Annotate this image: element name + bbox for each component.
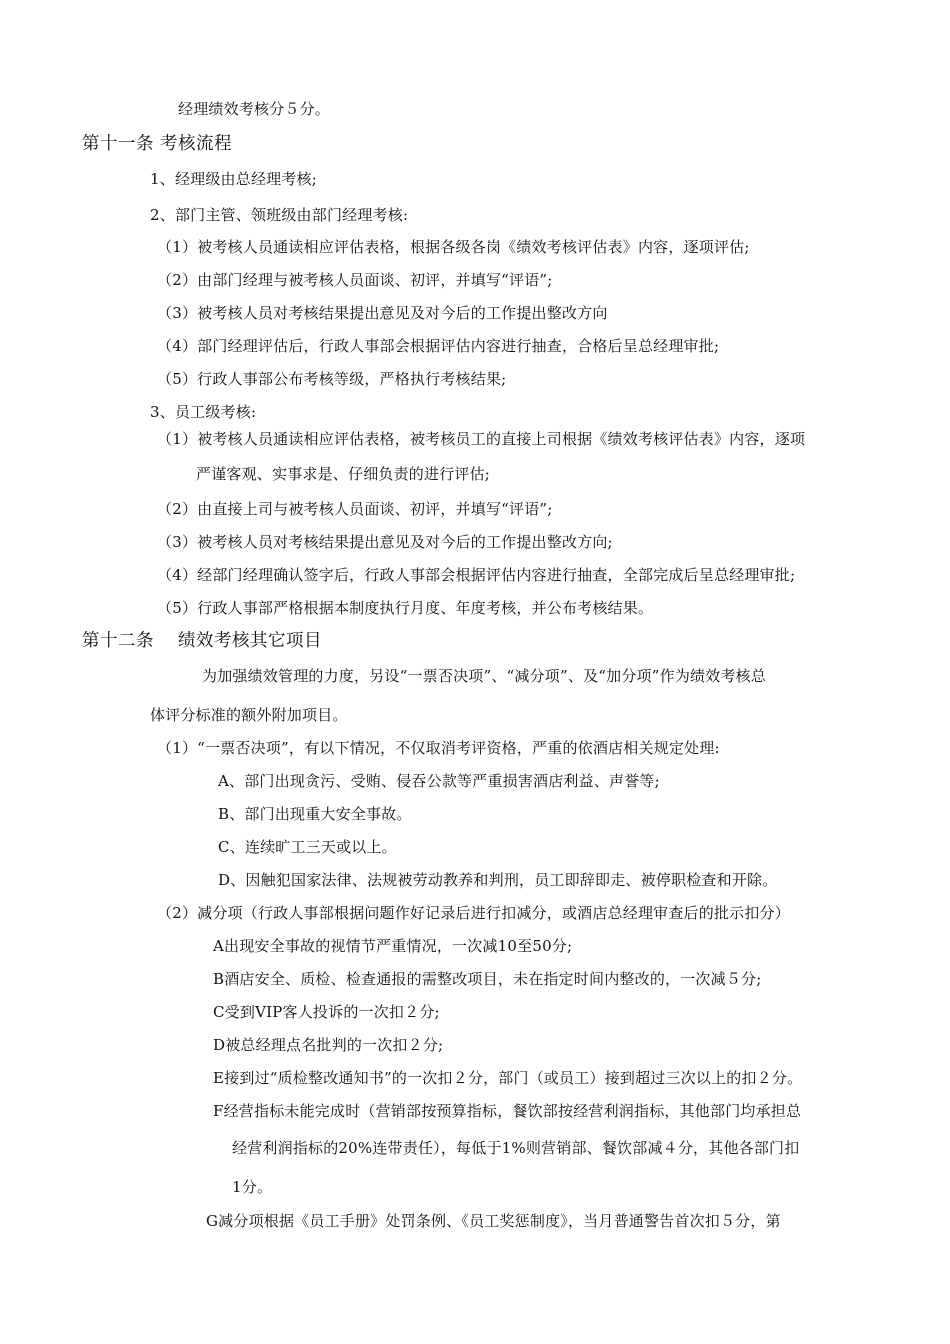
- text-line: 1分。: [232, 1178, 273, 1196]
- text-line: 为加强绩效管理的力度，另设“一票否决项”、“减分项”、及“加分项”作为绩效考核总: [202, 667, 767, 685]
- text-line: D被总经理点名批判的一次扣２分;: [213, 1036, 444, 1054]
- text-line: E接到过“质检整改通知书”的一次扣２分，部门（或员工）接到超过三次以上的扣２分。: [213, 1069, 803, 1087]
- text-line: （4）部门经理评估后，行政人事部会根据评估内容进行抽查，合格后呈总经理审批;: [157, 337, 720, 355]
- text-line: A出现安全事故的视情节严重情况，一次减10至50分;: [213, 937, 573, 955]
- text-line: 2、部门主管、领班级由部门经理考核:: [150, 206, 409, 224]
- text-line: 经理绩效考核分５分。: [178, 100, 331, 118]
- text-line: （4）经部门经理确认签字后，行政人事部会根据评估内容进行抽查，全部完成后呈总经理审批;: [157, 566, 796, 584]
- text-line: 1、经理级由总经理考核;: [150, 170, 317, 188]
- section-heading-article-11: 第十一条 考核流程: [82, 134, 233, 154]
- text-line: F经营指标未能完成时（营销部按预算指标，餐饮部按经营利润指标，其他部门均承担总: [213, 1102, 802, 1120]
- text-line: 3、员工级考核:: [150, 403, 257, 421]
- text-line: 经营利润指标的20%连带责任），每低于1%则营销部、餐饮部减４分，其他各部门扣: [232, 1139, 800, 1157]
- text-line: A、部门出现贪污、受贿、侵吞公款等严重损害酒店利益、声誉等;: [218, 772, 660, 790]
- text-line: 体评分标准的额外附加项目。: [150, 706, 348, 724]
- text-line: D、因触犯国家法律、法规被劳动教养和判刑，员工即辞即走、被停职检查和开除。: [218, 871, 778, 889]
- text-line: （3）被考核人员对考核结果提出意见及对今后的工作提出整改方向;: [157, 533, 613, 551]
- text-line: （5）行政人事部严格根据本制度执行月度、年度考核，并公布考核结果。: [157, 599, 654, 617]
- text-line: （1）被考核人员通读相应评估表格，被考核员工的直接上司根据《绩效考核评估表》内容，逐项: [157, 430, 806, 448]
- text-line: （3）被考核人员对考核结果提出意见及对今后的工作提出整改方向: [157, 304, 608, 322]
- text-line: C、连续旷工三天或以上。: [218, 838, 397, 856]
- text-line: 严谨客观、实事求是、仔细负责的进行评估;: [196, 465, 491, 483]
- section-heading-article-12: 第十二条 绩效考核其它项目: [82, 631, 323, 651]
- text-line: G减分项根据《员工手册》处罚条例、《员工奖惩制度》，当月普通警告首次扣５分，第: [206, 1212, 781, 1230]
- text-line: （5）行政人事部公布考核等级，严格执行考核结果;: [157, 370, 507, 388]
- text-line: （1）“一票否决项”，有以下情况，不仅取消考评资格，严重的依酒店相关规定处理:: [157, 739, 720, 757]
- text-line: B酒店安全、质检、检查通报的需整改项目，未在指定时间内整改的，一次减５分;: [213, 970, 762, 988]
- text-line: C受到VIP客人投诉的一次扣２分;: [213, 1003, 440, 1021]
- text-line: （2）由直接上司与被考核人员面谈、初评，并填写“评语”;: [157, 500, 553, 518]
- text-line: （1）被考核人员通读相应评估表格，根据各级各岗《绩效考核评估表》内容，逐项评估;: [157, 238, 750, 256]
- text-line: （2）由部门经理与被考核人员面谈、初评，并填写“评语”;: [157, 271, 553, 289]
- text-line: B、部门出现重大安全事故。: [218, 805, 412, 823]
- text-line: （2）减分项（行政人事部根据问题作好记录后进行扣减分，或酒店总经理审查后的批示扣分）: [157, 904, 790, 922]
